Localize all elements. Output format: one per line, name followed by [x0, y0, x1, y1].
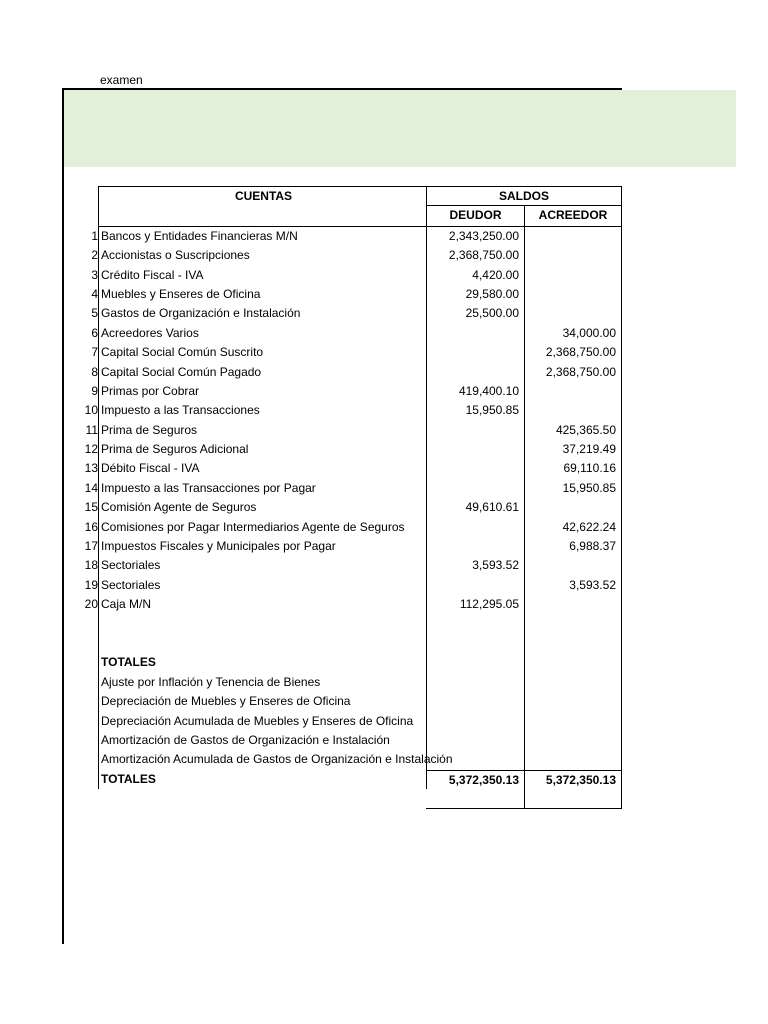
account-name: Primas por Cobrar — [98, 382, 426, 401]
account-name: Accionistas o Suscripciones — [98, 246, 426, 265]
blank-row — [98, 615, 622, 634]
blank-cell — [426, 634, 524, 653]
row-number: 7 — [91, 345, 98, 360]
table-row — [91, 382, 622, 401]
adjustment-name: Depreciación de Muebles y Enseres de Oficina — [98, 692, 426, 711]
table-row — [84, 576, 622, 595]
acreedor-value: 42,622.24 — [524, 518, 622, 537]
left-border — [62, 88, 64, 944]
acreedor-value: 3,593.52 — [524, 576, 622, 595]
ledger-table — [84, 186, 622, 809]
deudor-value — [426, 479, 524, 498]
col-deudor-header: DEUDOR — [426, 206, 524, 225]
account-name: Impuestos Fiscales y Municipales por Pagar — [98, 537, 426, 556]
deudor-value — [426, 459, 524, 478]
acreedor-value — [524, 304, 622, 323]
table-row — [91, 266, 622, 285]
deudor-value: 15,950.85 — [426, 401, 524, 420]
adjustment-acreedor — [524, 712, 622, 731]
adjustment-name: Depreciación Acumulada de Muebles y Enseres de Oficina — [98, 712, 426, 731]
acreedor-value — [524, 285, 622, 304]
table-row — [84, 479, 622, 498]
acreedor-value — [524, 227, 622, 246]
table-row — [84, 595, 622, 614]
account-name: Capital Social Común Pagado — [98, 363, 426, 382]
deudor-value — [426, 518, 524, 537]
deudor-value: 2,343,250.00 — [426, 227, 524, 246]
table-row — [84, 556, 622, 575]
adjustment-name: Amortización de Gastos de Organización e Instalación — [98, 731, 426, 750]
deudor-value — [426, 440, 524, 459]
acreedor-value — [524, 556, 622, 575]
acreedor-value: 6,988.37 — [524, 537, 622, 556]
account-name: Impuesto a las Transacciones por Pagar — [98, 479, 426, 498]
trailing-acreedor — [524, 789, 622, 808]
totales-row — [98, 653, 622, 672]
row-number: 17 — [84, 539, 98, 554]
document-title: examen — [100, 73, 143, 87]
header-band — [64, 90, 736, 167]
adjustment-acreedor — [524, 692, 622, 711]
account-name: Caja M/N — [98, 595, 426, 614]
row-number: 11 — [85, 422, 98, 437]
deudor-value — [426, 363, 524, 382]
acreedor-value: 37,219.49 — [524, 440, 622, 459]
deudor-value: 419,400.10 — [426, 382, 524, 401]
row-number: 18 — [84, 558, 98, 573]
row-number: 4 — [91, 286, 98, 301]
deudor-value: 112,295.05 — [426, 595, 524, 614]
row-number: 16 — [84, 519, 98, 534]
col-saldos-header: SALDOS — [426, 187, 622, 206]
blank-row — [98, 634, 622, 653]
account-name: Impuesto a las Transacciones — [98, 401, 426, 420]
table-row — [91, 304, 622, 323]
table-row — [85, 421, 622, 440]
adjustment-acreedor — [524, 731, 622, 750]
table-row — [84, 537, 622, 556]
account-name: Comisión Agente de Seguros — [98, 498, 426, 517]
final-totals-row — [98, 770, 622, 789]
row-number: 6 — [91, 325, 98, 340]
account-name: Sectoriales — [98, 576, 426, 595]
blank-cell — [98, 615, 426, 634]
acreedor-value: 69,110.16 — [524, 459, 622, 478]
trailing-row — [98, 789, 622, 808]
acreedor-value — [524, 498, 622, 517]
row-number: 14 — [84, 480, 98, 495]
col-cuentas-blank — [98, 206, 426, 225]
col-cuentas-header: CUENTAS — [98, 187, 426, 206]
account-name: Muebles y Enseres de Oficina — [98, 285, 426, 304]
table-row — [84, 440, 622, 459]
row-number: 12 — [84, 442, 98, 457]
deudor-value — [426, 343, 524, 362]
table-row — [91, 343, 622, 362]
deudor-value: 4,420.00 — [426, 266, 524, 285]
account-name: Prima de Seguros Adicional — [98, 440, 426, 459]
deudor-value: 25,500.00 — [426, 304, 524, 323]
final-totals-deudor: 5,372,350.13 — [426, 770, 524, 789]
acreedor-value: 2,368,750.00 — [524, 343, 622, 362]
acreedor-value: 34,000.00 — [524, 324, 622, 343]
adjustment-deudor — [426, 750, 524, 769]
adjustment-row — [98, 750, 622, 769]
totales-acreedor — [524, 653, 622, 672]
acreedor-value — [524, 595, 622, 614]
adjustment-acreedor — [524, 750, 622, 769]
deudor-value: 3,593.52 — [426, 556, 524, 575]
acreedor-value: 15,950.85 — [524, 479, 622, 498]
blank-cell — [524, 615, 622, 634]
row-number: 20 — [84, 597, 98, 612]
row-number: 19 — [84, 577, 98, 592]
table-row — [84, 459, 622, 478]
adjustment-row — [98, 692, 622, 711]
deudor-value — [426, 324, 524, 343]
deudor-value: 29,580.00 — [426, 285, 524, 304]
acreedor-value — [524, 266, 622, 285]
deudor-value — [426, 421, 524, 440]
row-number: 1 — [91, 228, 98, 243]
blank-cell — [524, 634, 622, 653]
acreedor-value — [524, 401, 622, 420]
adjustment-acreedor — [524, 673, 622, 692]
adjustment-row — [98, 673, 622, 692]
account-name: Gastos de Organización e Instalación — [98, 304, 426, 323]
account-name: Bancos y Entidades Financieras M/N — [98, 227, 426, 246]
table-row — [84, 401, 622, 420]
row-number: 8 — [91, 364, 98, 379]
account-name: Débito Fiscal - IVA — [98, 459, 426, 478]
row-number: 3 — [91, 267, 98, 282]
row-number: 2 — [91, 248, 98, 263]
account-name: Comisiones por Pagar Intermediarios Agente de Seguros — [98, 518, 426, 537]
row-number: 15 — [84, 500, 98, 515]
account-name: Prima de Seguros — [98, 421, 426, 440]
adjustment-deudor — [426, 731, 524, 750]
row-number: 5 — [91, 306, 98, 321]
account-name: Capital Social Común Suscrito — [98, 343, 426, 362]
adjustment-row — [98, 712, 622, 731]
table-row — [91, 363, 622, 382]
deudor-value: 2,368,750.00 — [426, 246, 524, 265]
acreedor-value: 2,368,750.00 — [524, 363, 622, 382]
deudor-value — [426, 576, 524, 595]
trailing-blank — [98, 789, 426, 808]
acreedor-value: 425,365.50 — [524, 421, 622, 440]
table-row — [91, 324, 622, 343]
account-name: Sectoriales — [98, 556, 426, 575]
adjustment-name: Amortización Acumulada de Gastos de Organización e Instalación — [98, 750, 426, 769]
final-totals-label: TOTALES — [98, 770, 426, 789]
blank-cell — [98, 634, 426, 653]
trailing-deudor — [426, 789, 524, 808]
final-totals-acreedor: 5,372,350.13 — [524, 770, 622, 789]
acreedor-value — [524, 246, 622, 265]
account-name: Acreedores Varios — [98, 324, 426, 343]
table-row — [91, 227, 622, 246]
blank-cell — [426, 615, 524, 634]
row-number: 9 — [91, 383, 98, 398]
adjustment-name: Ajuste por Inflación y Tenencia de Bienes — [98, 673, 426, 692]
adjustment-row — [98, 731, 622, 750]
deudor-value: 49,610.61 — [426, 498, 524, 517]
subheader-row — [98, 206, 622, 226]
adjustment-deudor — [426, 673, 524, 692]
row-number: 13 — [84, 461, 98, 476]
totales-label: TOTALES — [98, 653, 426, 672]
adjustment-deudor — [426, 692, 524, 711]
row-number: 10 — [84, 403, 98, 418]
deudor-value — [426, 537, 524, 556]
table-row — [84, 498, 622, 517]
totales-deudor — [426, 653, 524, 672]
col-acreedor-header: ACREEDOR — [524, 206, 622, 225]
table-row — [84, 518, 622, 537]
account-rows — [84, 227, 622, 809]
header-row — [98, 186, 622, 206]
table-row — [91, 285, 622, 304]
table-row — [91, 246, 622, 265]
adjustment-deudor — [426, 712, 524, 731]
account-name: Crédito Fiscal - IVA — [98, 266, 426, 285]
acreedor-value — [524, 382, 622, 401]
